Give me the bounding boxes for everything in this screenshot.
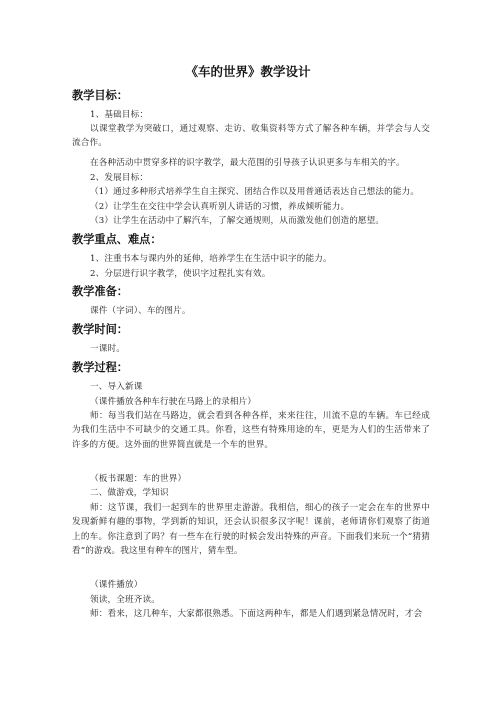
step2-paragraph: 师：这节课，我们一起到车的世界里走游游。我相信，细心的孩子一定会在车的世界中发现新鲜有趣的事物，学到新的知识，还会认识很多汉字呢！课前，老师请你们观察了街道上的车。你注意到了吗？有一些车在行驶的时候会发出特殊的声音。下面我们来玩一个“猜猜看”的游戏。我这里有种车的图片，猜车型。 [72,503,430,557]
heading-goals: 教学目标： [72,88,128,102]
step1-paragraph: 师：每当我们站在马路边，就会看到各种各样，来来往往，川流不息的车辆。车已经成为我们生活中不可缺少的交通工具。你看，这些有特殊用途的车，更是为人们的生活带来了许多的方便。这外面的世界简直就是一个车的世界。 [72,411,430,450]
development-goal-3: （3）让学生在活动中了解汽车，了解交通规则，从而激发他们创造的愿望。 [90,216,385,226]
document-title: 《车的世界》教学设计 [185,64,311,79]
basic-goal-paragraph-1: 以课堂教学为突破口，通过观察、走访、收集资料等方式了解各种车辆，并学会与人交流合作。 [72,124,430,149]
development-goal-1: （1）通过多种形式培养学生自主探究、团结合作以及用普通话表达自己想法的能力。 [90,187,420,197]
heading-preparation: 教学准备： [72,284,128,298]
step2-read: 领读，全班齐读。 [90,595,160,605]
step1-board-note: （板书课题：车的世界） [90,474,187,484]
key-point-1: 1、注重书本与课内外的延伸，培养学生在生活中识字的能力。 [90,254,332,264]
development-goal-2: （2）让学生在交往中学会认真听别人讲话的习惯，养成倾听能力。 [90,202,350,212]
step1-note: （课件播放各种车行驶在马路上的录相片） [90,397,257,407]
basic-goal-paragraph-2: 在各种活动中贯穿多样的识字教学，最大范围的引导孩子认识更多与车相关的字。 [90,158,405,168]
step2-last-line: 师：看来，这几种车，大家都很熟悉。下面这两种车，都是人们遇到紧急情况时，才会 [90,609,423,619]
basic-goal-title: 1、基础目标： [90,110,149,120]
preparation-text: 课件（字词）、车的图片。 [90,306,191,316]
time-text: 一课时。 [90,344,125,354]
heading-process: 教学过程： [72,360,128,374]
heading-time: 教学时间： [72,322,128,336]
step2-title: 二、做游戏，学知识 [90,488,169,498]
heading-key-points: 教学重点、难点： [72,232,162,246]
step1-title: 一、导入新课 [90,382,143,392]
step2-note: （课件播放） [90,580,143,590]
key-point-2: 2、分层进行识字教学，使识字过程扎实有效。 [90,269,271,279]
development-goal-title: 2、发展目标： [90,173,149,183]
